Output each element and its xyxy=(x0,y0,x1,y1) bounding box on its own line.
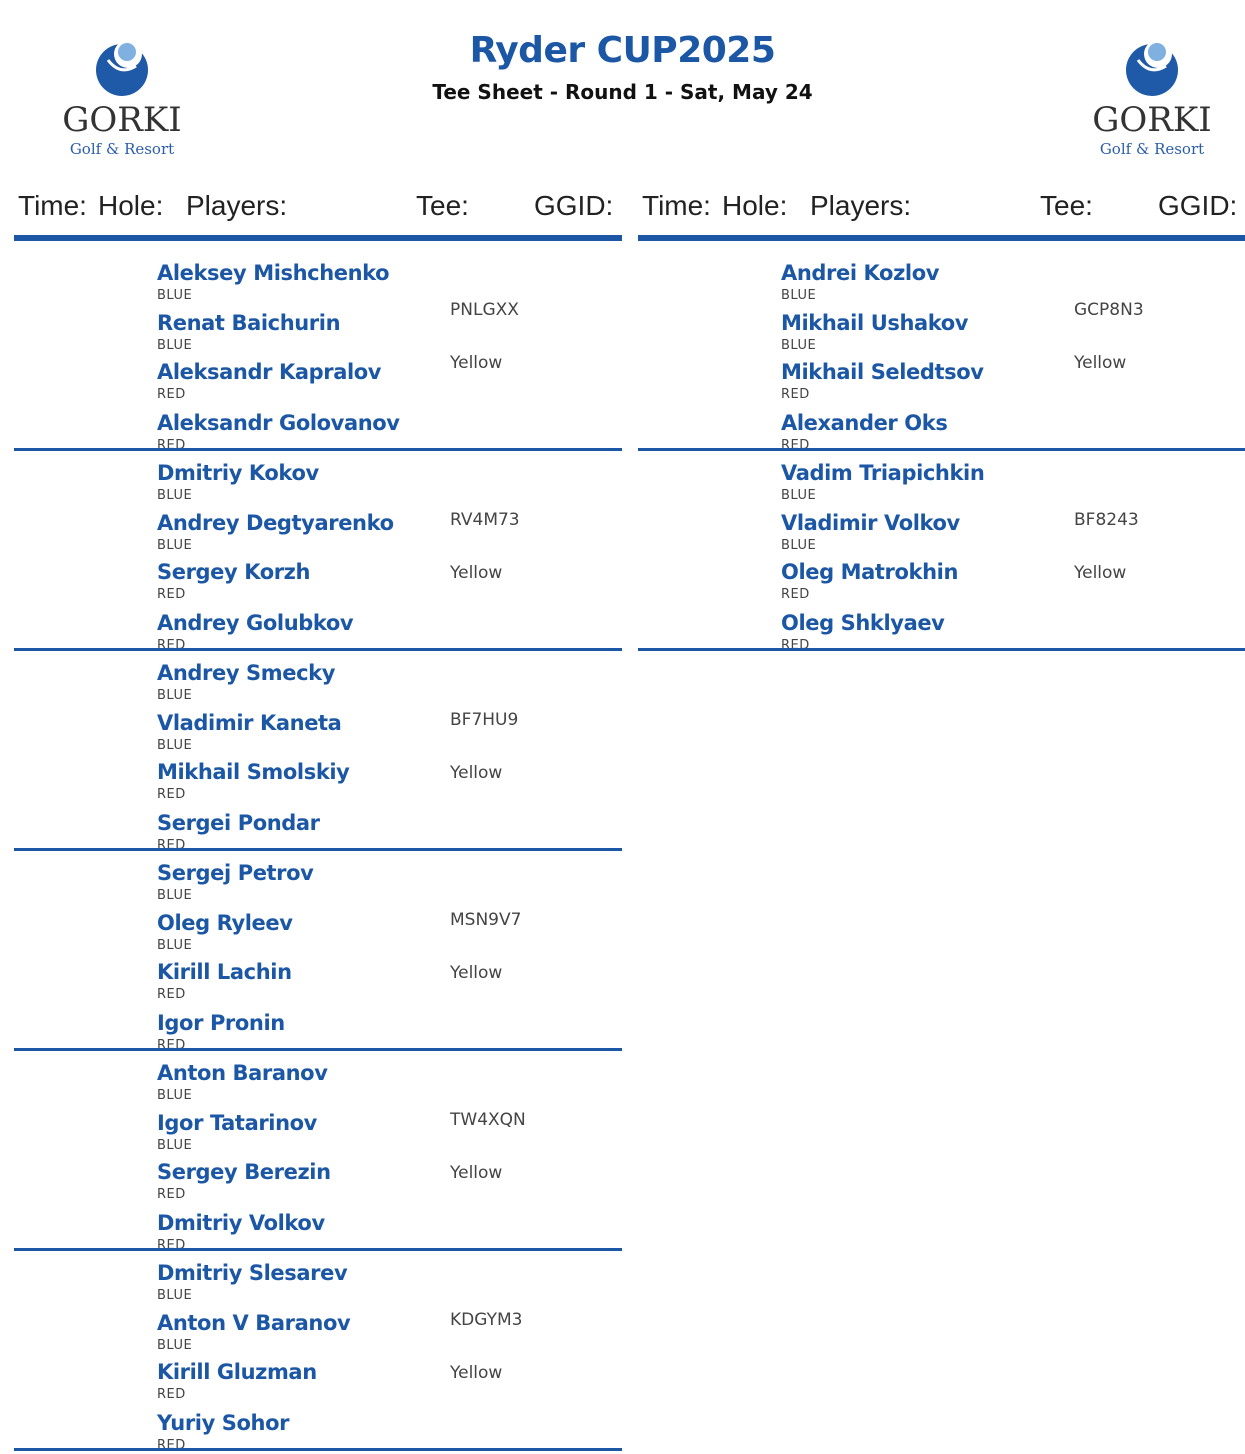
player xyxy=(157,1061,328,1103)
player-name[interactable]: Sergei Pondar xyxy=(157,811,320,835)
logo-tagline: Golf & Resort xyxy=(1099,140,1205,158)
header-hole: Hole: xyxy=(722,190,788,221)
tee-group xyxy=(14,651,622,851)
player-team: BLUE xyxy=(781,488,817,503)
player xyxy=(157,461,319,503)
tee-group xyxy=(14,1251,622,1451)
group-ggid: BF8243 xyxy=(1074,510,1139,530)
group-tee: Yellow xyxy=(450,353,503,373)
player xyxy=(781,461,984,503)
player xyxy=(157,511,394,553)
player xyxy=(157,760,349,802)
player xyxy=(157,411,400,451)
player-name[interactable]: Oleg Shklyaev xyxy=(781,611,945,635)
player-team: RED xyxy=(157,387,186,402)
player-team: RED xyxy=(157,587,186,602)
logo-tagline: Golf & Resort xyxy=(69,140,175,158)
header-time: Time: xyxy=(642,190,711,221)
player-name[interactable]: Aleksey Mishchenko xyxy=(157,261,390,285)
player-team: BLUE xyxy=(781,288,817,303)
player-name[interactable]: Dmitriy Slesarev xyxy=(157,1261,348,1285)
player-name[interactable]: Oleg Ryleev xyxy=(157,911,293,935)
logo-right xyxy=(1082,36,1222,166)
tee-group xyxy=(14,451,622,651)
group-ggid: KDGYM3 xyxy=(450,1310,523,1330)
player-team: BLUE xyxy=(157,338,193,353)
column-header xyxy=(14,185,622,235)
player xyxy=(157,1411,289,1451)
player-name[interactable]: Kirill Lachin xyxy=(157,960,292,984)
player xyxy=(157,560,310,602)
player-name[interactable]: Dmitriy Volkov xyxy=(157,1211,325,1235)
group-ggid: MSN9V7 xyxy=(450,910,522,930)
tee-group xyxy=(14,851,622,1051)
player-name[interactable]: Andrey Degtyarenko xyxy=(157,511,394,535)
group-ggid: BF7HU9 xyxy=(450,710,519,730)
player xyxy=(157,1311,350,1353)
player xyxy=(157,1160,331,1202)
player-name[interactable]: Alexander Oks xyxy=(781,411,948,435)
tee-group xyxy=(14,1051,622,1251)
player-name[interactable]: Mikhail Smolskiy xyxy=(157,760,350,784)
player-team: RED xyxy=(157,1438,186,1451)
player-team: BLUE xyxy=(157,538,193,553)
player-team: RED xyxy=(157,838,186,851)
group-ggid: GCP8N3 xyxy=(1074,300,1144,320)
player-team: BLUE xyxy=(157,888,193,903)
player-team: BLUE xyxy=(781,338,817,353)
player xyxy=(157,611,353,651)
player xyxy=(781,360,984,402)
player-team: RED xyxy=(781,438,810,451)
player xyxy=(157,261,389,303)
group-ggid: TW4XQN xyxy=(450,1110,526,1130)
group-ggid: PNLGXX xyxy=(450,300,519,320)
player-name[interactable]: Dmitriy Kokov xyxy=(157,461,319,485)
player-name[interactable]: Igor Pronin xyxy=(157,1011,285,1035)
player-team: RED xyxy=(157,1238,186,1251)
header-ggid: GGID: xyxy=(534,190,614,221)
player-name[interactable]: Yuriy Sohor xyxy=(157,1411,290,1435)
player-team: BLUE xyxy=(157,938,193,953)
player-team: BLUE xyxy=(781,538,817,553)
player-team: BLUE xyxy=(157,1288,193,1303)
logo-brand: GORKI xyxy=(62,100,182,140)
player-name[interactable]: Anton V Baranov xyxy=(157,1311,351,1335)
player-name[interactable]: Andrei Kozlov xyxy=(781,261,940,285)
player xyxy=(157,911,293,953)
tee-group xyxy=(14,241,622,451)
player xyxy=(157,1211,325,1251)
player-name[interactable]: Mikhail Ushakov xyxy=(781,311,969,335)
player-team: RED xyxy=(157,638,186,651)
player-name[interactable]: Sergey Berezin xyxy=(157,1160,331,1184)
player-name[interactable]: Oleg Matrokhin xyxy=(781,560,958,584)
header-tee: Tee: xyxy=(1040,190,1093,221)
group-tee: Yellow xyxy=(450,963,503,983)
player-name[interactable]: Vadim Triapichkin xyxy=(781,461,985,485)
player xyxy=(157,1261,347,1303)
group-tee: Yellow xyxy=(1074,353,1127,373)
player-name[interactable]: Andrey Smecky xyxy=(157,661,335,685)
header-ggid: GGID: xyxy=(1158,190,1238,221)
player-team: BLUE xyxy=(157,1088,193,1103)
player-name[interactable]: Mikhail Seledtsov xyxy=(781,360,984,384)
player-team: RED xyxy=(157,987,186,1002)
column-header xyxy=(638,185,1245,235)
player-team: RED xyxy=(157,787,186,802)
tee-column-right xyxy=(638,185,1245,651)
player-name[interactable]: Anton Baranov xyxy=(157,1061,328,1085)
page-subtitle: Tee Sheet - Round 1 - Sat, May 24 xyxy=(432,80,813,104)
group-tee: Yellow xyxy=(450,1163,503,1183)
player-name[interactable]: Kirill Gluzman xyxy=(157,1360,317,1384)
player-team: BLUE xyxy=(157,738,193,753)
player xyxy=(781,511,960,553)
header-players: Players: xyxy=(810,190,912,221)
player-name[interactable]: Vladimir Kaneta xyxy=(157,711,342,735)
player-name[interactable]: Sergej Petrov xyxy=(157,861,314,885)
player xyxy=(157,311,340,353)
group-tee: Yellow xyxy=(450,763,503,783)
player-team: BLUE xyxy=(157,1138,193,1153)
player xyxy=(781,411,947,451)
header-hole: Hole: xyxy=(98,190,164,221)
player-team: RED xyxy=(781,587,810,602)
group-tee: Yellow xyxy=(450,1363,503,1383)
header-time: Time: xyxy=(18,190,87,221)
player xyxy=(781,311,968,353)
player xyxy=(157,811,320,851)
player xyxy=(781,261,939,303)
tee-column-left xyxy=(14,185,622,1451)
header-tee: Tee: xyxy=(416,190,469,221)
player-team: RED xyxy=(157,1187,186,1202)
group-tee: Yellow xyxy=(1074,563,1127,583)
player-name[interactable]: Andrey Golubkov xyxy=(157,611,354,635)
tee-group xyxy=(638,241,1245,451)
player-team: BLUE xyxy=(157,488,193,503)
player-team: RED xyxy=(157,438,186,451)
player-team: BLUE xyxy=(157,1338,193,1353)
player-name[interactable]: Renat Baichurin xyxy=(157,311,341,335)
player xyxy=(157,661,335,703)
player xyxy=(157,861,313,903)
player-team: RED xyxy=(781,387,810,402)
player-name[interactable]: Igor Tatarinov xyxy=(157,1111,317,1135)
player-team: BLUE xyxy=(157,688,193,703)
page-title: Ryder CUP2025 xyxy=(469,30,776,71)
player xyxy=(157,1111,317,1153)
player xyxy=(781,560,958,602)
tee-group xyxy=(638,451,1245,651)
player-team: BLUE xyxy=(157,288,193,303)
header-players: Players: xyxy=(186,190,288,221)
player xyxy=(157,1360,317,1402)
player-name[interactable]: Sergey Korzh xyxy=(157,560,311,584)
player-name[interactable]: Vladimir Volkov xyxy=(781,511,960,535)
logo-emblem-icon xyxy=(1120,36,1184,98)
player xyxy=(781,611,944,651)
player xyxy=(157,960,292,1002)
player-team: RED xyxy=(781,638,810,651)
group-tee: Yellow xyxy=(450,563,503,583)
player-team: RED xyxy=(157,1387,186,1402)
player xyxy=(157,711,341,753)
player-name[interactable]: Aleksandr Golovanov xyxy=(157,411,400,435)
logo-brand: GORKI xyxy=(1092,100,1212,140)
player xyxy=(157,1011,285,1051)
player-team: RED xyxy=(157,1038,186,1051)
player xyxy=(157,360,381,402)
player-name[interactable]: Aleksandr Kapralov xyxy=(157,360,382,384)
group-ggid: RV4M73 xyxy=(450,510,520,530)
